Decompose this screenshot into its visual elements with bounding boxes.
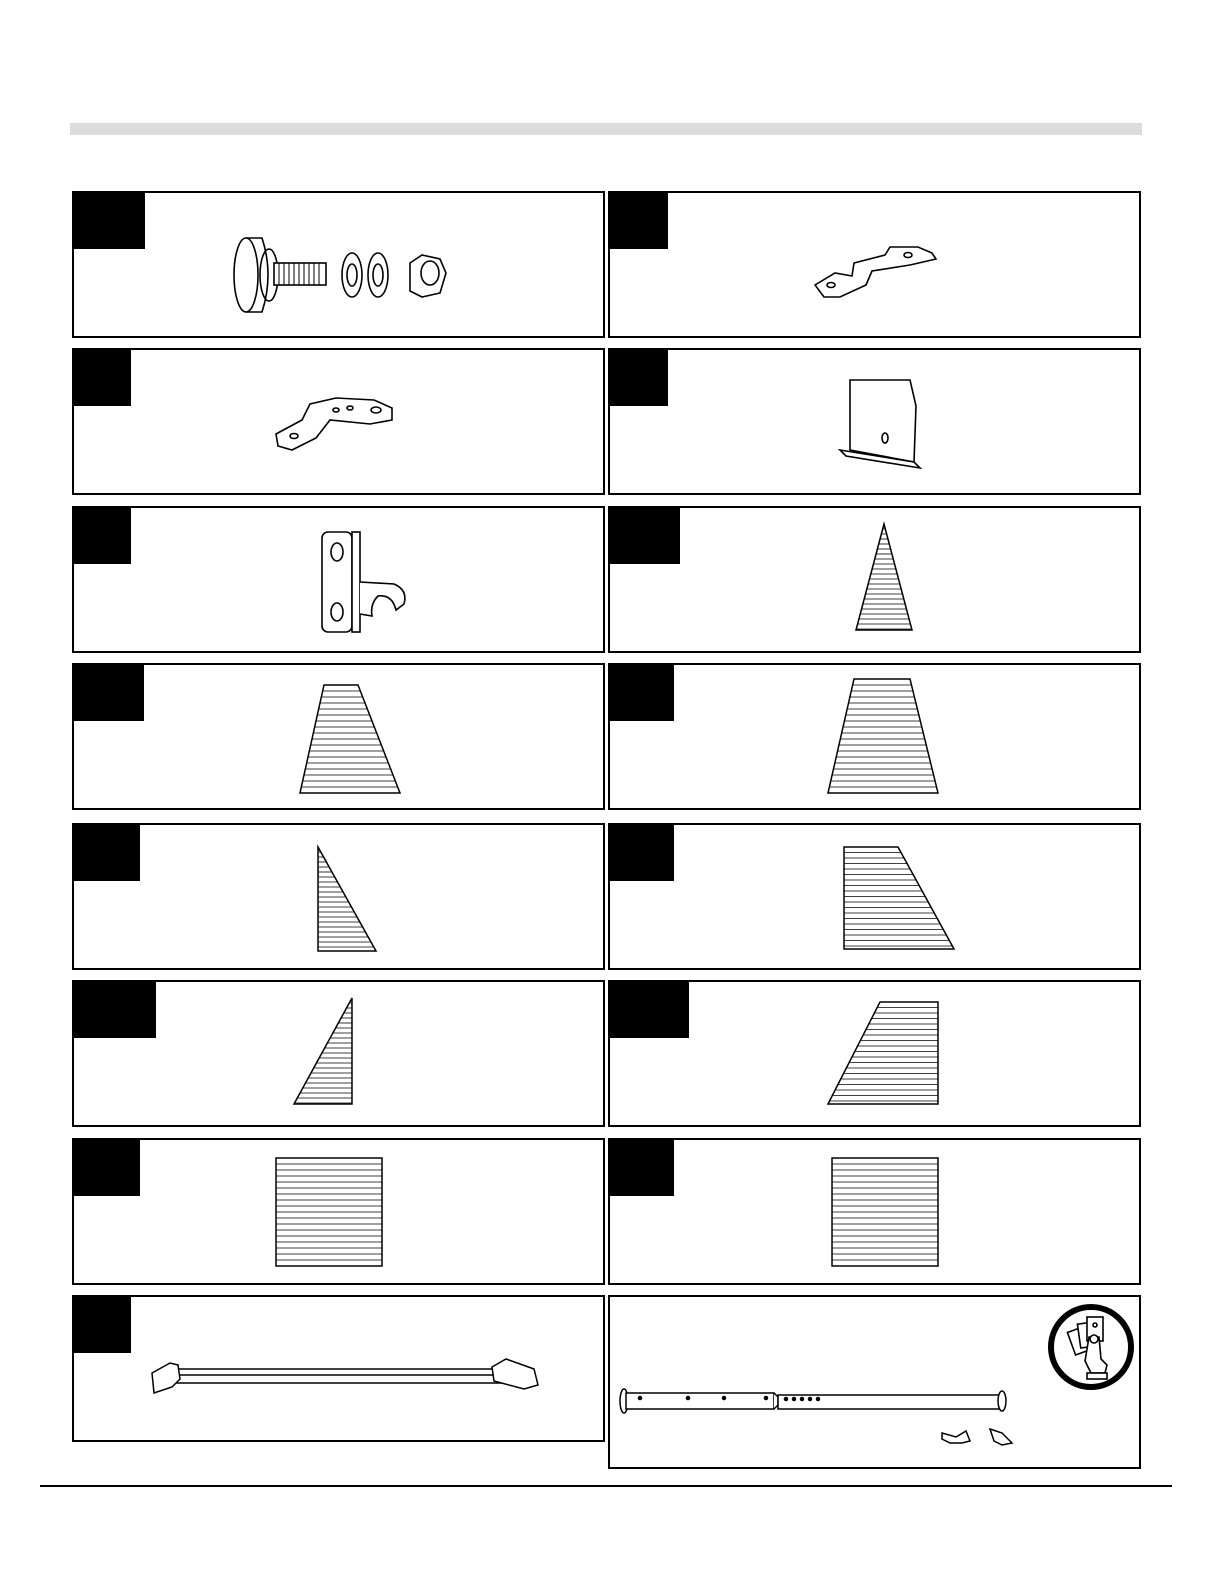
hand-holding-cards-circle-icon	[1047, 1303, 1135, 1391]
right-trapezoid-panel-icon	[610, 825, 1140, 969]
part-panel-13	[72, 1138, 605, 1285]
left-triangle-panel-icon	[74, 982, 604, 1126]
part-panel-11	[72, 980, 605, 1127]
caster-wheel-bolt-washers-nut-icon	[74, 193, 604, 337]
part-panel-1	[72, 191, 605, 338]
part-panel-12	[608, 980, 1141, 1127]
offset-bracket-icon	[74, 350, 604, 494]
large-trapezoid-panel-icon	[610, 665, 1140, 809]
right-triangle-panel-icon	[74, 825, 604, 969]
part-panel-7	[72, 663, 605, 810]
square-panel-icon	[610, 1140, 1140, 1284]
footer-rule	[40, 1485, 1172, 1487]
square-panel-icon	[74, 1140, 604, 1284]
trapezoid-panel-icon	[74, 665, 604, 809]
triangle-panel-icon	[610, 508, 1140, 652]
part-panel-8	[608, 663, 1141, 810]
long-rail-icon	[74, 1297, 604, 1441]
part-panel-4	[608, 348, 1141, 495]
part-panel-10	[608, 823, 1141, 970]
part-panel-3	[72, 348, 605, 495]
header-rule	[70, 123, 1142, 135]
gusset-plate-icon	[610, 350, 1140, 494]
part-panel-9	[72, 823, 605, 970]
part-panel-14	[608, 1138, 1141, 1285]
part-panel-5	[72, 506, 605, 653]
part-panel-16	[608, 1295, 1141, 1469]
part-panel-15	[72, 1295, 605, 1442]
hat-bracket-icon	[610, 193, 1140, 337]
left-trapezoid-panel-icon	[610, 982, 1140, 1126]
hook-bracket-icon	[74, 508, 604, 652]
part-panel-2	[608, 191, 1141, 338]
part-panel-6	[608, 506, 1141, 653]
